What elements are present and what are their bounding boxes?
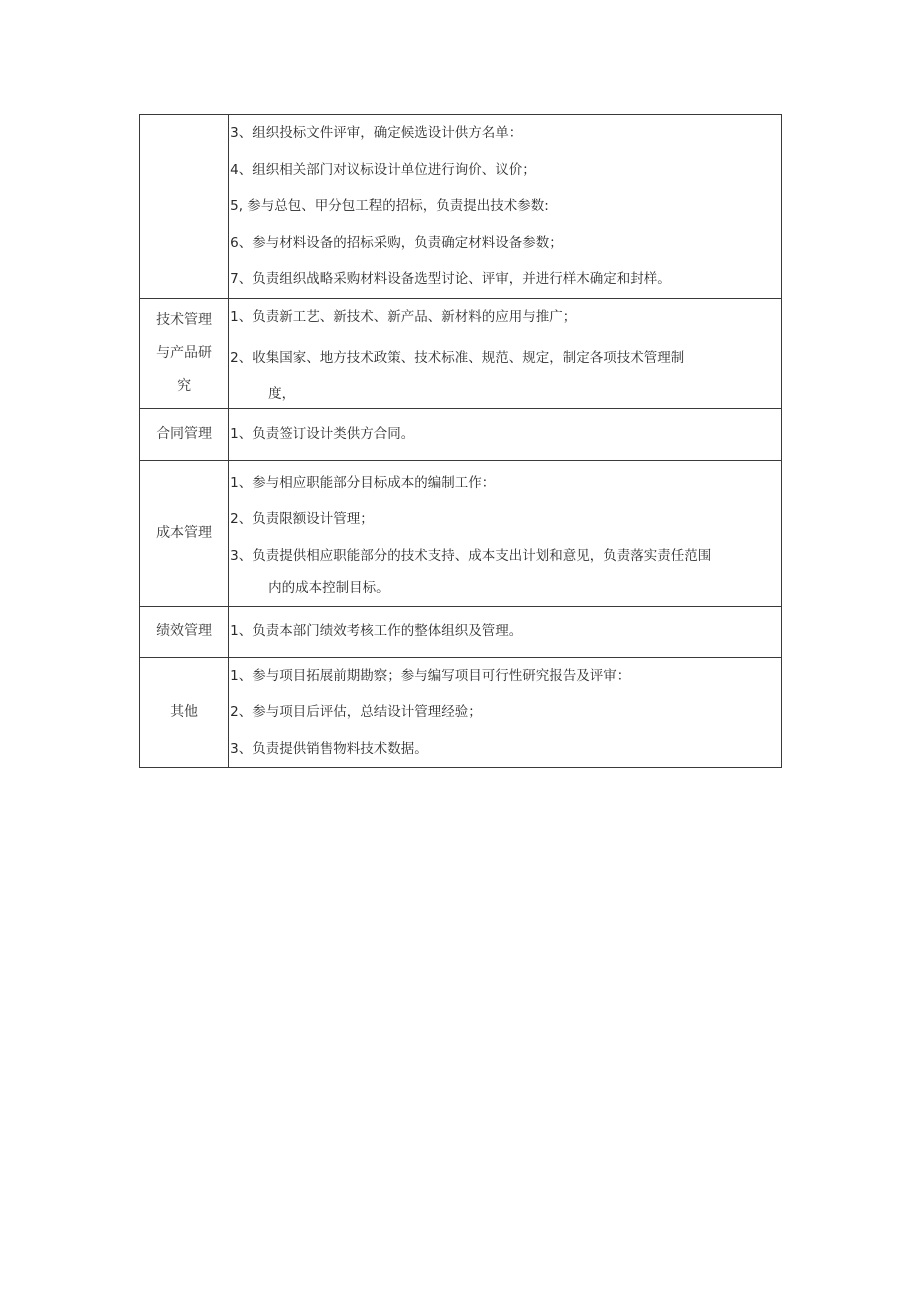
duties-cell [229,657,782,768]
table-row [140,298,782,408]
duties-cell [229,460,782,606]
table-row [140,115,782,299]
duty-item: 1、负责新工艺、新技术、新产品、新材料的应用与推广； [230,308,577,325]
table-row [140,460,782,606]
category-label: 技术管理与产品研究 [156,311,213,394]
duties-cell [229,606,782,657]
responsibility-table [139,114,782,768]
table-row [140,657,782,768]
duty-item [230,538,781,602]
duties-cell [229,115,782,299]
duty-item: 1、参与相应职能部分目标成本的编制工作： [230,474,496,491]
duty-item-line: 3、负责提供相应职能部分的技术支持、成本支出计划和意见，负责落实责任范围 [230,547,712,564]
duty-item: 1、负责签订设计类供方合同。 [230,425,415,442]
category-cell [140,298,229,408]
duty-item: 3、组织投标文件评审，确定候选设计供方名单： [230,125,523,141]
duty-item-continuation: 内的成本控制目标。 [268,579,390,596]
duty-item: 1、参与项目拓展前期勘察；参与编写项目可行性研究报告及评审： [230,667,631,684]
duties-cell [229,408,782,460]
duty-item: 6、参与材料设备的招标采购，负责确定材料设备参数； [230,234,563,251]
duty-item-continuation: 度， [268,385,296,402]
category-label: 绩效管理 [156,623,213,639]
category-label: 其他 [170,703,199,720]
category-cell [140,115,229,299]
category-cell [140,657,229,768]
category-cell [140,408,229,460]
duty-item: 4、组织相关部门对议标设计单位进行询价、议价； [230,161,536,178]
duty-item: 2、参与项目后评估，总结设计管理经验； [230,704,482,720]
duty-item-line: 2、收集国家、地方技术政策、技术标准、规范、规定，制定各项技术管理制 [230,349,685,366]
table-row [140,606,782,657]
duty-item: 3、负责提供销售物料技术数据。 [230,740,428,757]
duty-item [230,336,781,408]
category-label: 合同管理 [156,425,213,442]
duty-item: 1、负责本部门绩效考核工作的整体组织及管理。 [230,623,523,640]
duty-item: 7、负责组织战略采购材料设备选型讨论、评审，并进行样木确定和封样。 [230,271,671,287]
category-cell [140,606,229,657]
duty-item: 2、负责限额设计管理； [230,511,374,527]
category-label: 成本管理 [156,524,213,541]
duties-cell [229,298,782,408]
category-cell [140,460,229,606]
duty-item: 5, 参与总包、甲分包工程的招标，负责提出技术参数: [230,198,549,214]
table-row [140,408,782,460]
